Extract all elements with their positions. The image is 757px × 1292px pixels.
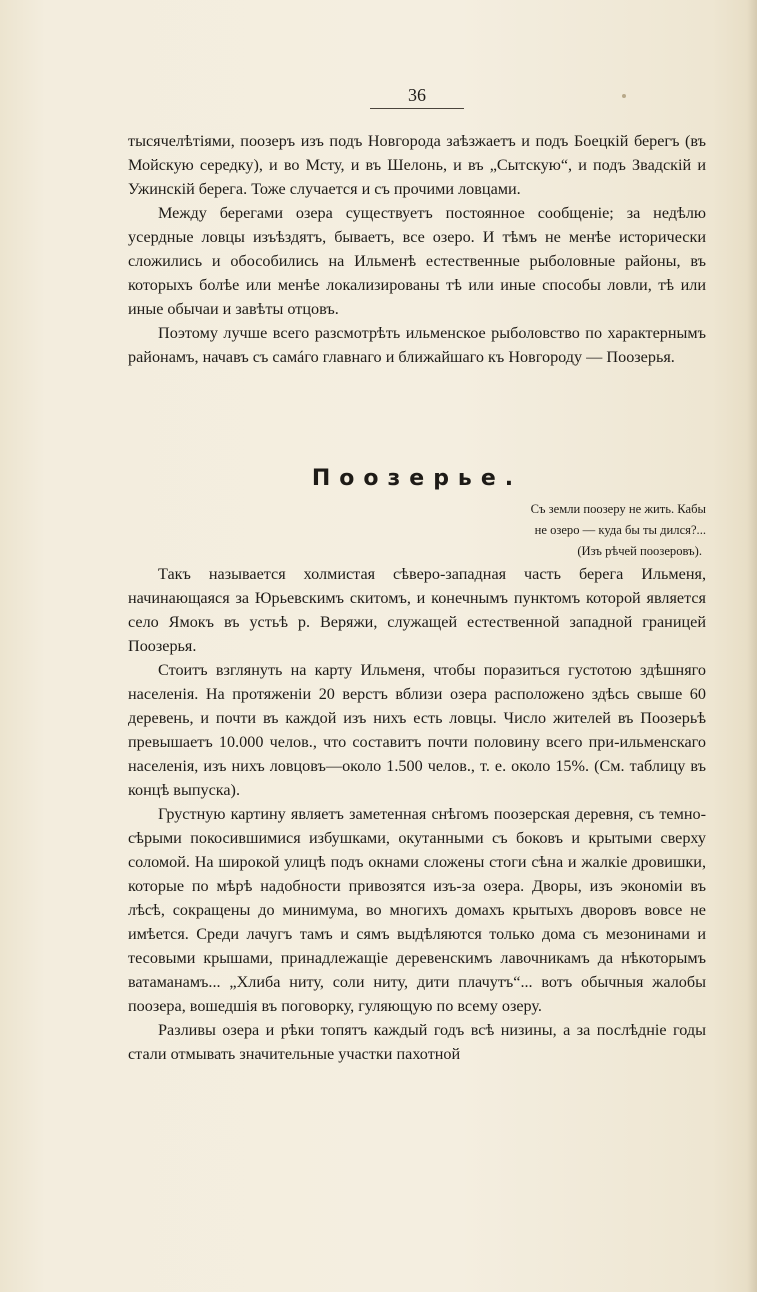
epigraph bbox=[400, 499, 706, 562]
page-number: 36 bbox=[370, 84, 464, 109]
text-block-bottom bbox=[128, 562, 706, 1066]
paragraph: Между берегами озера существуетъ постоянное сообщеніе; за недѣлю усердные ловцы изъѣздятъ, бываетъ, все озеро. И тѣмъ не менѣе исторически сложились и обособились на Ильменѣ естественные рыболовные районы, въ которыхъ болѣе или менѣе локализированы тѣ или иные способы ловли, тѣ или иные обычаи и завѣты отцовъ. bbox=[128, 204, 706, 318]
paragraph: Разливы озера и рѣки топятъ каждый годъ всѣ низины, а за послѣдніе годы стали отмывать значительные участки пахотной bbox=[128, 1021, 706, 1063]
paper-speck bbox=[622, 94, 626, 98]
epigraph-line: Съ земли поозеру не жить. Кабы bbox=[530, 502, 706, 516]
paragraph: Поэтому лучше всего разсмотрѣть ильменское рыболовство по характернымъ районамъ, начавъ съ самáго главнаго и ближайшаго къ Новгороду — Поозерья. bbox=[128, 324, 706, 366]
paragraph: тысячелѣтіями, поозеръ изъ подъ Новгорода заѣзжаетъ и подъ Боецкій берегъ (въ Мойскую середку), и во Мсту, и въ Шелонь, и въ „Сытскую“, и подъ Звадскій и Ужинскій берега. Тоже случается и съ прочими ловцами. bbox=[128, 132, 706, 198]
paragraph: Такъ называется холмистая сѣверо-западная часть берега Ильменя, начинающаяся за Юрьевскимъ скитомъ, и конечнымъ пунктомъ которой является село Ямокъ въ устьѣ р. Веряжи, служащей естественной западной границей Поозерья. bbox=[128, 565, 706, 655]
paragraph: Стоитъ взглянуть на карту Ильменя, чтобы поразиться густотою здѣшняго населенія. На протяженіи 20 верстъ вблизи озера расположено здѣсь свыше 60 деревень, и почти въ каждой изъ нихъ есть ловцы. Число жителей въ Поозерьѣ превышаетъ 10.000 челов., что составитъ почти половину всего при-ильменскаго населенія, изъ нихъ ловцовъ—около 1.500 челов., т. е. около 15%. (См. таблицу въ концѣ выпуска). bbox=[128, 661, 706, 799]
text-block-top bbox=[128, 129, 706, 369]
paragraph: Грустную картину являетъ заметенная снѣгомъ поозерская деревня, съ темно-сѣрыми покосившимися избушками, окутанными съ боковъ и крытыми сверху соломой. На широкой улицѣ подъ окнами сложены стоги сѣна и жалкіе дровишки, которые по мѣрѣ надобности привозятся изъ-за озера. Дворы, изъ экономіи въ лѣсѣ, сокращены до минимума, во многихъ домахъ крытыхъ дворовъ вовсе не имѣется. Среди лачугъ тамъ и сямъ выдѣляются только дома съ мезонинами и тесовыми крышами, принадлежащіе деревенскимъ лавочникамъ да нѣкоторымъ ватаманамъ... „Хлиба ниту, соли ниту, дити плачутъ“... вотъ обычныя жалобы поозера, вошедшія въ поговорку, гуляющую по всему озеру. bbox=[128, 805, 706, 1015]
epigraph-source: (Изъ рѣчей поозеровъ). bbox=[577, 544, 702, 558]
page-edge-shadow bbox=[747, 0, 757, 1292]
epigraph-line: не озеро — куда бы ты дился?... bbox=[534, 523, 706, 537]
section-heading: Поозерье. bbox=[311, 466, 523, 491]
